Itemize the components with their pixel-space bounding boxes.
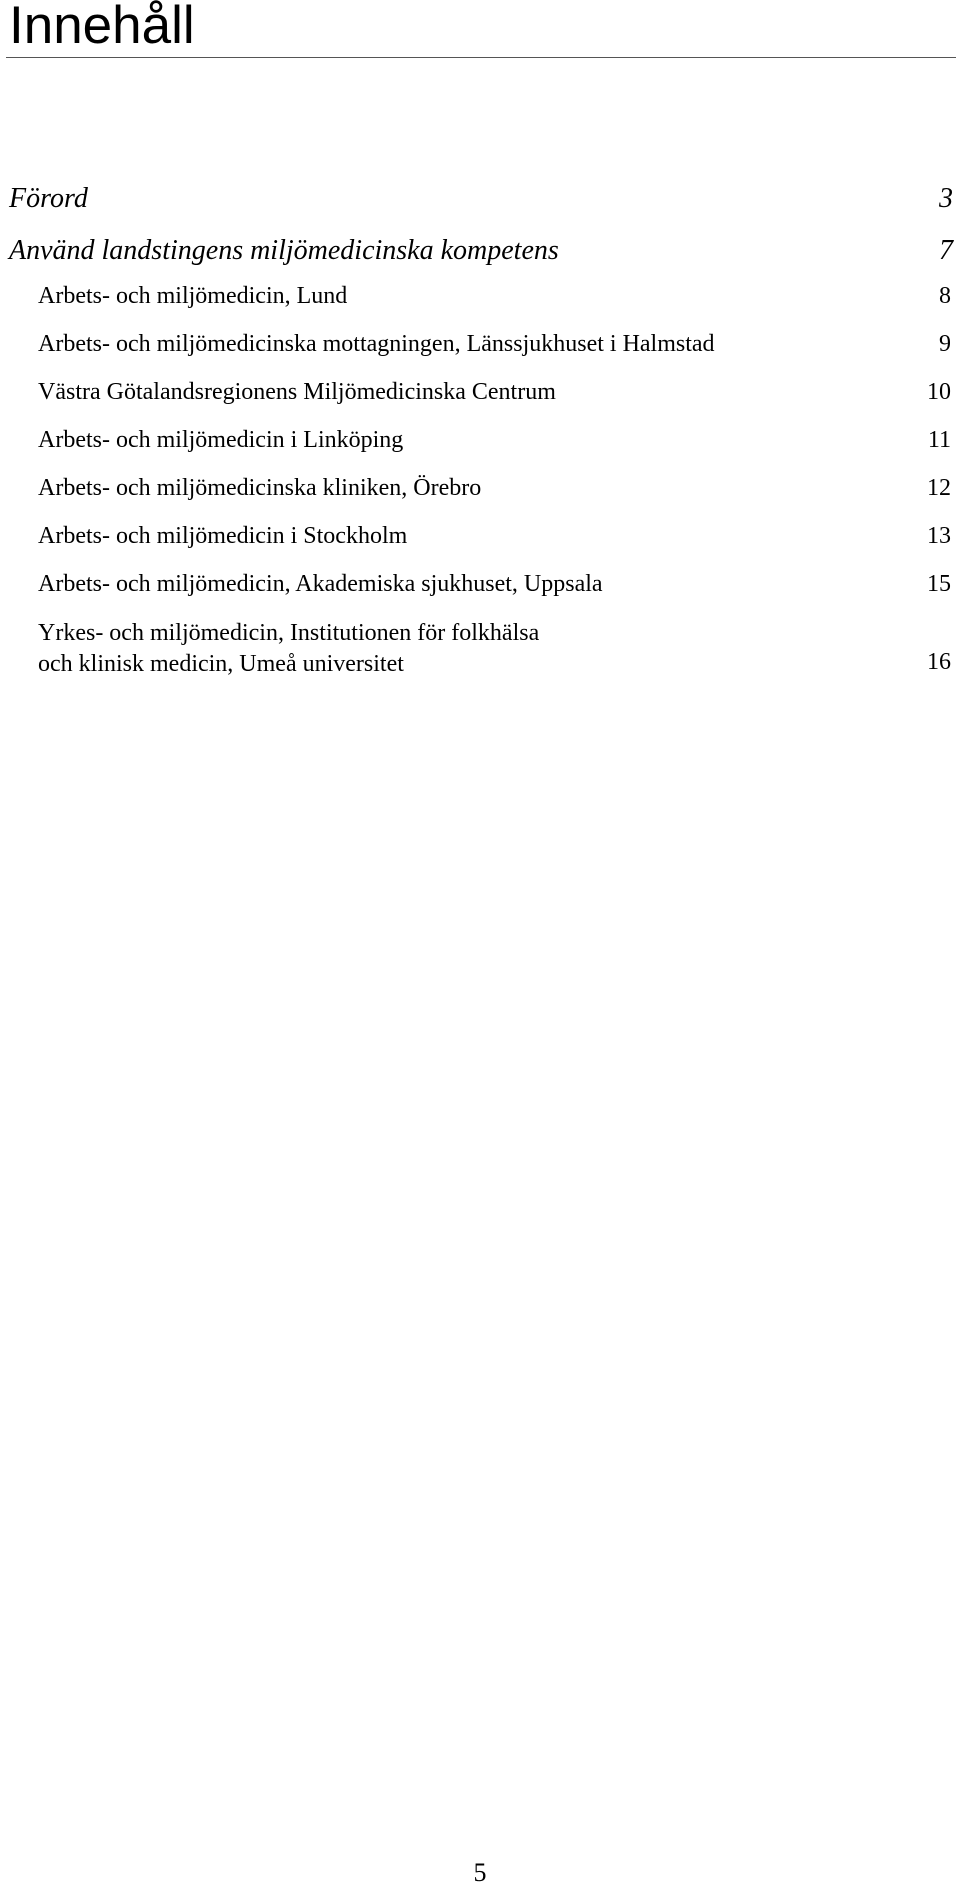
title-divider bbox=[6, 57, 956, 58]
toc-entry-label: Arbets- och miljömedicinska mottagningen, Länssjukhuset i Halmstad bbox=[38, 331, 715, 357]
toc-entry-label: Använd landstingens miljömedicinska kompetens bbox=[9, 235, 559, 266]
toc-entry-orebro[interactable] bbox=[38, 475, 951, 505]
toc-entry-page-number: 16 bbox=[927, 649, 951, 675]
toc-entry-label-line1: Yrkes- och miljömedicin, Institutionen för folkhälsa bbox=[38, 620, 540, 646]
toc-entry-label-line2: och klinisk medicin, Umeå universitet bbox=[38, 651, 404, 677]
toc-entry-label: Arbets- och miljömedicin, Lund bbox=[38, 283, 348, 309]
toc-entry-label: Arbets- och miljömedicin i Stockholm bbox=[38, 523, 408, 549]
toc-entry-page-number: 10 bbox=[927, 379, 951, 405]
page-title: Innehåll bbox=[9, 0, 195, 55]
toc-entry-linkoping[interactable] bbox=[38, 427, 951, 457]
toc-entry-label: Arbets- och miljömedicin i Linköping bbox=[38, 427, 404, 453]
toc-entry-umea[interactable] bbox=[38, 618, 951, 680]
toc-entry-forord[interactable] bbox=[9, 183, 953, 217]
toc-entry-page-number: 7 bbox=[939, 235, 953, 266]
toc-entry-anvand-landstingens[interactable] bbox=[9, 235, 953, 269]
toc-entry-page-number: 15 bbox=[927, 571, 951, 597]
toc-entry-lund[interactable] bbox=[38, 283, 951, 313]
toc-entry-label: Arbets- och miljömedicin, Akademiska sjukhuset, Uppsala bbox=[38, 571, 603, 597]
toc-entry-stockholm[interactable] bbox=[38, 523, 951, 553]
toc-entry-label: Västra Götalandsregionens Miljömedicinska Centrum bbox=[38, 379, 556, 405]
toc-entry-label: Förord bbox=[9, 183, 88, 214]
toc-entry-page-number: 9 bbox=[939, 331, 951, 357]
page-number: 5 bbox=[473, 1858, 487, 1887]
toc-entry-page-number: 12 bbox=[927, 475, 951, 501]
toc-entry-page-number: 3 bbox=[939, 183, 953, 214]
toc-entry-uppsala[interactable] bbox=[38, 571, 951, 601]
toc-entry-page-number: 11 bbox=[927, 427, 951, 453]
toc-entry-halmstad[interactable] bbox=[38, 331, 951, 361]
toc-entry-vastra-gotaland[interactable] bbox=[38, 379, 951, 409]
toc-entry-label: Arbets- och miljömedicinska kliniken, Örebro bbox=[38, 475, 482, 501]
toc-entry-page-number: 13 bbox=[927, 523, 951, 549]
toc-entry-page-number: 8 bbox=[939, 283, 951, 309]
